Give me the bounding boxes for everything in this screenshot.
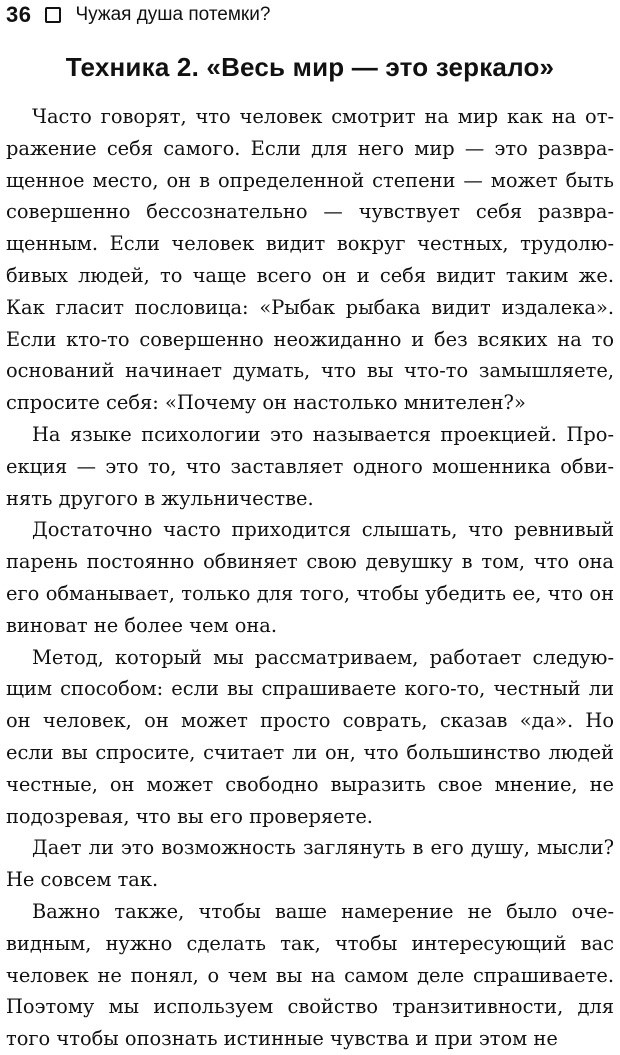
paragraph-3: Достаточно часто приходится слышать, что ревнивый парень постоянно обвиняет свою девушку в том, что она его обманывает, только для того, чтобы убедить ее, что он виноват не более чем она. (6, 518, 614, 637)
paragraph-5: Дает ли это возможность заглянуть в его душу, мысли? Не совсем так. (6, 836, 614, 892)
paragraph-6: Важно также, чтобы ваше намерение не было очевидным, нужно сделать так, чтобы интересующий вас человек не понял, о чем вы на самом деле спрашиваете. Поэтому мы используем свойство транзитивности, для того чтобы опознать истинные чувства и при этом не (6, 899, 614, 1051)
square-icon (45, 7, 61, 23)
book-title: Чужая душа потемки? (75, 4, 271, 25)
body-text (6, 101, 614, 1055)
section-title: Техника 2. «Весь мир — это зеркало» (65, 52, 555, 82)
paragraph-2: На языке психологии это называется проекцией. Проекция — это то, что заставляет одного мошенника обвинять другого в жульничестве. (6, 422, 614, 510)
paragraph-4: Метод, который мы рассматриваем, работает следующим способом: если вы спрашиваете кого-то, честный ли он человек, он может просто соврать, сказав «да». Но если вы спросите, считает ли он, что большинство людей честные, он может свободно выразить свое мнение, не подозревая, что вы его проверяете. (6, 645, 614, 828)
paragraph-1: Часто говорят, что человек смотрит на мир как на отражение себя самого. Если для него мир — это развращенное место, он в определенной степени — может быть совершенно бессознательно — чувствует себя развращенным. Если человек видит вокруг честных, трудолюбивых людей, то чаще всего он и себя видит таким же. Как гласит пословица: «Рыбак рыбака видит издалека». Если кто-то совершенно неожиданно и без всяких на то оснований начинает думать, что вы что-то замышляете, спросите себя: «Почему он настолько мнителен?» (6, 105, 614, 415)
page-number: 36 (6, 2, 32, 27)
running-header (6, 2, 614, 28)
